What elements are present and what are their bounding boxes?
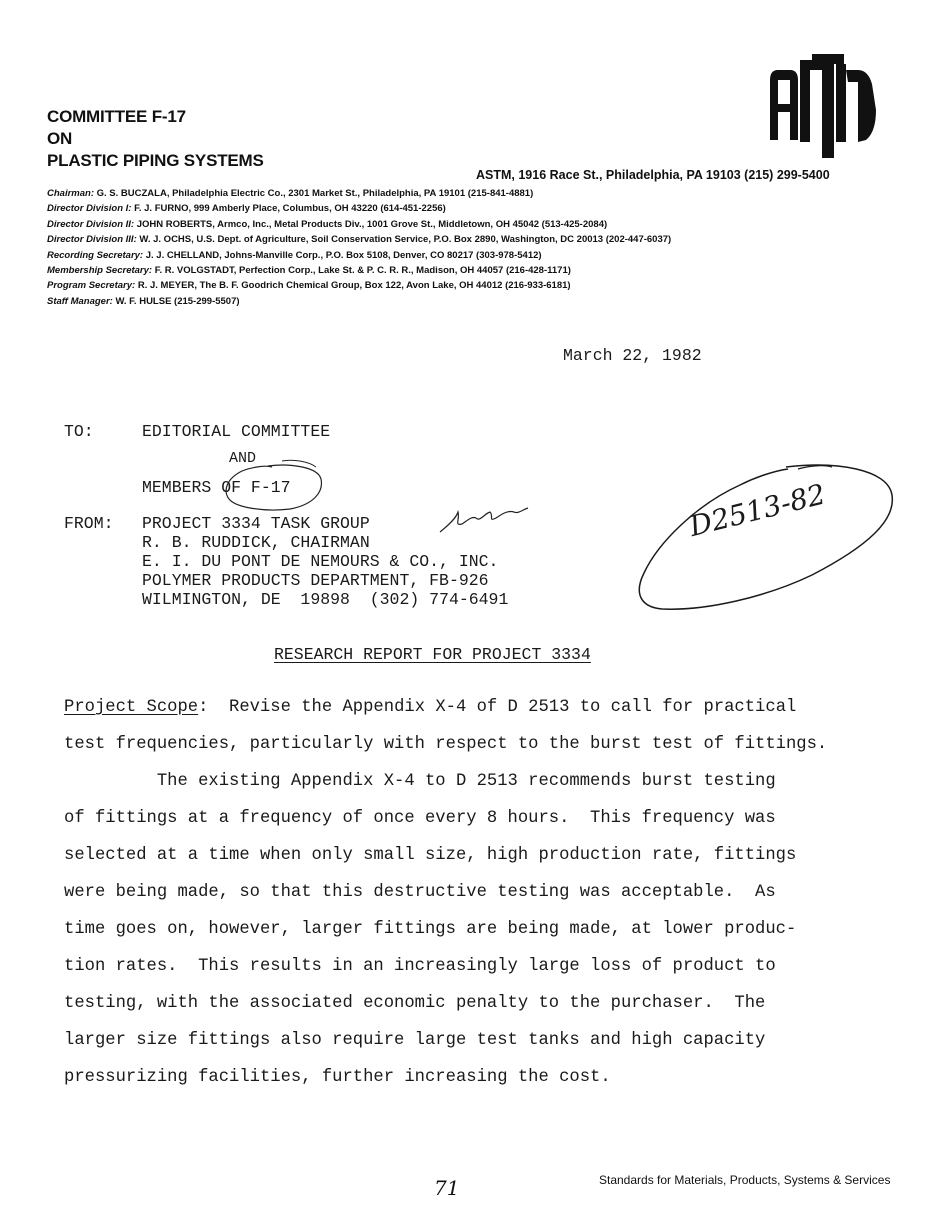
officer-details: J. J. CHELLAND, Johns-Manville Corp., P.O. Box 5108, Denver, CO 80217 (303-978-5412) bbox=[145, 249, 542, 261]
officer-row bbox=[47, 278, 671, 293]
officer-role: Director Division II: bbox=[47, 218, 135, 230]
officer-role: Membership Secretary: bbox=[47, 265, 153, 277]
project-scope-label: Project Scope bbox=[64, 698, 199, 717]
body-line: of fittings at a frequency of once every 8 hours. This frequency was bbox=[64, 809, 776, 828]
footer-tagline: Standards for Materials, Products, Systems & Services bbox=[599, 1173, 891, 1187]
from-line: POLYMER PRODUCTS DEPARTMENT, FB-926 bbox=[142, 571, 489, 590]
project-scope-line2: test frequencies, particularly with respect to the burst test of fittings. bbox=[64, 735, 828, 754]
officer-role: Chairman: bbox=[47, 188, 94, 199]
project-scope-text: : Revise the Appendix X-4 of D 2513 to call for practical bbox=[198, 698, 797, 717]
officer-role: Staff Manager: bbox=[47, 295, 113, 307]
to-recipient: EDITORIAL COMMITTEE bbox=[142, 422, 331, 441]
astm-logo bbox=[768, 50, 880, 162]
body-line: pressurizing facilities, further increasing the cost. bbox=[64, 1068, 611, 1087]
officer-details: G. S. BUCZALA, Philadelphia Electric Co., 2301 Market St., Philadelphia, PA 19101 (215-841-4881) bbox=[96, 188, 534, 199]
officer-role: Director Division III: bbox=[47, 234, 137, 246]
committee-title-on: ON bbox=[47, 129, 73, 148]
officer-details: F. J. FURNO, 999 Amberly Place, Columbus, OH 43220 (614-451-2256) bbox=[134, 203, 446, 215]
project-scope bbox=[64, 698, 796, 717]
officer-details: F. R. VOLGSTADT, Perfection Corp., Lake St. & P. C. R. R., Madison, OH 44057 (216-428-1171) bbox=[154, 265, 571, 277]
from-line: PROJECT 3334 TASK GROUP bbox=[142, 514, 370, 533]
officer-row bbox=[47, 201, 671, 216]
handwritten-circle bbox=[220, 455, 330, 515]
officer-row bbox=[47, 217, 671, 232]
officer-details: R. J. MEYER, The B. F. Goodrich Chemical Group, Box 122, Avon Lake, OH 44012 (216-933-6181) bbox=[137, 280, 571, 292]
body-line: selected at a time when only small size, high production rate, fittings bbox=[64, 846, 797, 865]
committee-title: COMMITTEE F-17 bbox=[47, 107, 186, 126]
officer-role: Program Secretary: bbox=[47, 280, 136, 292]
from-line: WILMINGTON, DE 19898 (302) 774-6491 bbox=[142, 590, 509, 609]
officer-role: Director Division I: bbox=[47, 203, 132, 215]
officer-row bbox=[47, 232, 671, 247]
from-label: FROM: bbox=[64, 514, 114, 533]
from-line: E. I. DU PONT DE NEMOURS & CO., INC. bbox=[142, 552, 499, 571]
body-line: larger size fittings also require large test tanks and high capacity bbox=[64, 1031, 766, 1050]
to-and: AND bbox=[229, 450, 257, 467]
officer-details: JOHN ROBERTS, Armco, Inc., Metal Products Div., 1001 Grove St., Middletown, OH 45042 (513-425-2084) bbox=[136, 218, 608, 230]
body-line: testing, with the associated economic penalty to the purchaser. The bbox=[64, 994, 766, 1013]
report-title: RESEARCH REPORT FOR PROJECT 3334 bbox=[274, 645, 591, 664]
letter-date: March 22, 1982 bbox=[563, 346, 702, 365]
officer-row bbox=[47, 186, 671, 201]
officer-row bbox=[47, 294, 671, 309]
body-line: tion rates. This results in an increasingly large loss of product to bbox=[64, 957, 776, 976]
document-number-stamp: D2513-82 bbox=[636, 455, 900, 615]
body-line: were being made, so that this destructive testing was acceptable. As bbox=[64, 883, 776, 902]
officer-row bbox=[47, 248, 671, 263]
officer-details: W. J. OCHS, U.S. Dept. of Agriculture, Soil Conservation Service, P.O. Box 2890, Washington, DC 20013 (202-447-6037) bbox=[139, 234, 672, 246]
officer-details: W. F. HULSE (215-299-5507) bbox=[115, 295, 240, 307]
to-members: MEMBERS OF F-17 bbox=[142, 478, 291, 497]
committee-subtitle: PLASTIC PIPING SYSTEMS bbox=[47, 151, 264, 170]
officers-list bbox=[47, 186, 671, 309]
page-number: 71 bbox=[434, 1176, 460, 1200]
body-line: The existing Appendix X-4 to D 2513 recommends burst testing bbox=[64, 772, 776, 791]
astm-address: ASTM, 1916 Race St., Philadelphia, PA 19103 (215) 299-5400 bbox=[476, 168, 830, 182]
body-line: time goes on, however, larger fittings are being made, at lower produc- bbox=[64, 920, 797, 939]
to-label: TO: bbox=[64, 422, 94, 441]
officer-role: Recording Secretary: bbox=[47, 249, 144, 261]
from-line: R. B. RUDDICK, CHAIRMAN bbox=[142, 533, 370, 552]
officer-row bbox=[47, 263, 671, 278]
handwritten-initials bbox=[436, 498, 536, 538]
